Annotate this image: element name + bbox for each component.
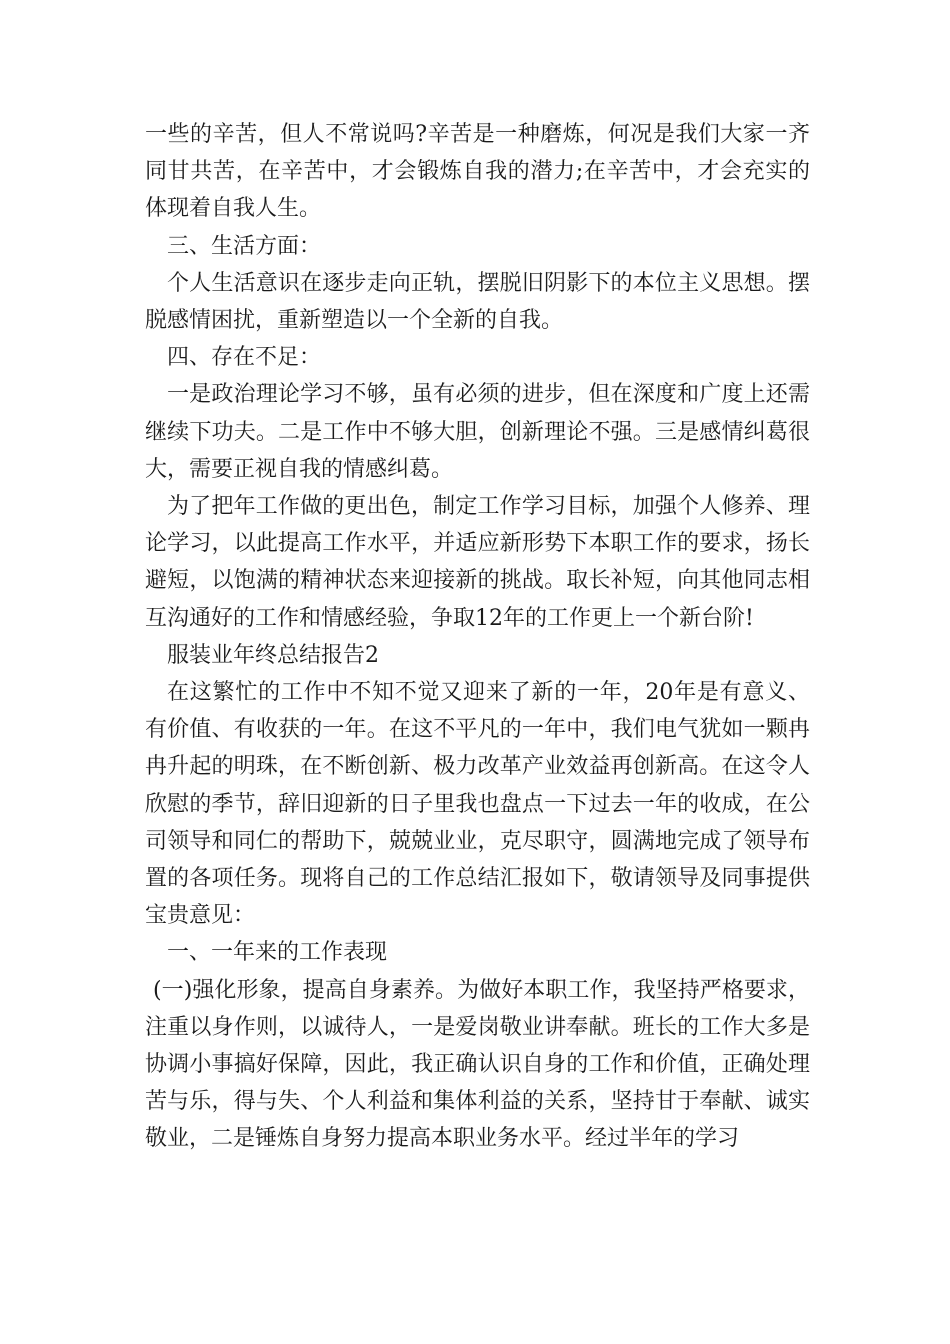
paragraph-personal-life: 个人生活意识在逐步走向正轨，摆脱旧阴影下的本位主义思想。摆脱感情困扰，重新塑造以一个全新的自我。 <box>145 270 810 334</box>
heading-work-performance: 一、一年来的工作表现 <box>167 940 388 966</box>
report-title-2: 服装业年终总结报告2 <box>167 642 379 668</box>
heading-shortcomings: 四、存在不足： <box>167 345 322 371</box>
paragraph-intro: 在这繁忙的工作中不知不觉又迎来了新的一年，20年是有意义、有价值、有收获的一年。在这不平凡的一年中，我们电气犹如一颗冉冉升起的明珠，在不断创新、极力改革产业效益再创新高。在这令人欣慰的季节，辞旧迎新的日子里我也盘点一下过去一年的收成，在公司领导和同仁的帮助下，兢兢业业，克尽职守，圆满地完成了领导布置的各项任务。现将自己的工作总结汇报如下，敬请领导及同事提供宝贵意见： <box>145 680 810 929</box>
paragraph-hardship: 一些的辛苦，但人不常说吗?辛苦是一种磨炼，何况是我们大家一齐同甘共苦，在辛苦中，才会锻炼自我的潜力;在辛苦中，才会充实的体现着自我人生。 <box>145 122 810 222</box>
document-body <box>145 116 810 1158</box>
paragraph-goals: 为了把年工作做的更出色，制定工作学习目标，加强个人修养、理论学习，以此提高工作水平，并适应新形势下本职工作的要求，扬长避短，以饱满的精神状态来迎接新的挑战。取长补短，向其他同志相互沟通好的工作和情感经验，争取12年的工作更上一个新台阶! <box>145 494 810 631</box>
paragraph-shortcomings: 一是政治理论学习不够，虽有必须的进步，但在深度和广度上还需继续下功夫。二是工作中不够大胆，创新理论不强。三是感情纠葛很大，需要正视自我的情感纠葛。 <box>145 382 810 482</box>
heading-life-aspect: 三、生活方面： <box>167 233 322 259</box>
paragraph-image-cultivation: (一)强化形象，提高自身素养。为做好本职工作，我坚持严格要求，注重以身作则，以诚待人，一是爱岗敬业讲奉献。班长的工作大多是协调小事搞好保障，因此，我正确认识自身的工作和价值，正确处理苦与乐，得与失、个人利益和集体利益的关系，坚持甘于奉献、诚实敬业，二是锤炼自身努力提高本职业务水平。经过半年的学习 <box>145 977 810 1152</box>
